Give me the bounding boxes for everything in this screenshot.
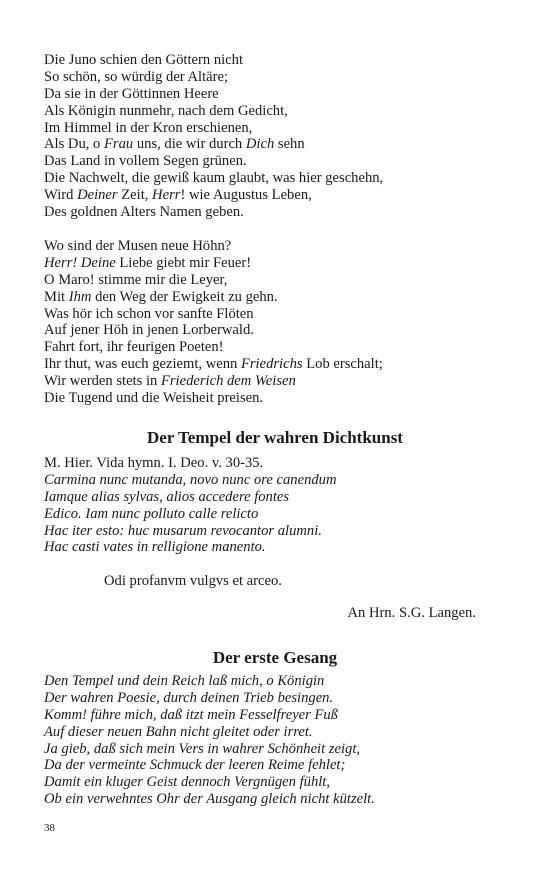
verse-text-italic: Komm! führe mich, daß itzt mein Fesselfreyer Fuß [44, 706, 338, 723]
verse-text-italic: Deiner [77, 187, 118, 204]
verse-line [44, 86, 514, 103]
verse-line [44, 707, 514, 724]
verse-text: O Maro! stimme mir die Leyer, [44, 271, 228, 288]
verse-line [44, 741, 514, 758]
verse-text: So schön, so würdig der Altäre; [44, 68, 229, 85]
dedication-line: An Hrn. S.G. Langen. [347, 605, 476, 621]
verse-line [44, 690, 514, 707]
verse-line [44, 472, 514, 489]
verse-line [44, 489, 514, 506]
verse-text: ! wie Augustus Leben, [180, 187, 312, 204]
verse-line [44, 506, 514, 523]
verse-text: sehn [274, 136, 305, 153]
verse-text-italic: Ja gieb, daß sich mein Vers in wahrer Schönheit zeigt, [44, 740, 361, 757]
verse-line [44, 673, 514, 690]
verse-text-italic: Friedrichs [240, 356, 303, 373]
poem-stanza-1 [44, 52, 514, 221]
verse-text-italic: Da der vermeinte Schmuck der leeren Reime fehlet; [44, 757, 346, 774]
verse-line [44, 187, 514, 204]
verse-text-italic: Ihm [68, 288, 92, 305]
verse-text: den Weg der Ewigkeit zu gehn. [91, 288, 278, 305]
verse-text-italic: Friederich dem Weisen [160, 373, 296, 390]
verse-line [44, 170, 514, 187]
page-number: 38 [44, 822, 55, 834]
verse-text: Wird [44, 187, 78, 204]
verse-line [44, 272, 514, 289]
verse-text: Die Nachwelt, die gewiß kaum glaubt, was hier geschehn, [44, 170, 384, 187]
verse-text: Auf jener Höh in jenen Lorberwald. [44, 322, 254, 339]
verse-text: Die Tugend und die Weisheit preisen. [44, 390, 264, 407]
verse-line [44, 774, 514, 791]
verse-text: Wir werden stets in [44, 373, 161, 390]
verse-line [44, 136, 514, 153]
latin-epigraph [44, 455, 514, 556]
verse-text: Fahrt fort, ihr feurigen Poeten! [44, 339, 224, 356]
verse-text-italic: Edico. Iam nunc polluto calle relicto [44, 505, 259, 522]
verse-text: Zeit, [117, 187, 153, 204]
poem-stanza-3 [44, 673, 514, 808]
verse-text: Mit [44, 288, 69, 305]
verse-text: Das Land in vollem Segen grünen. [44, 153, 247, 170]
poem-stanza-2 [44, 238, 514, 407]
verse-line [44, 791, 514, 808]
verse-line [44, 153, 514, 170]
verse-text-italic: Damit ein kluger Geist dennoch Vergnügen fühlt, [44, 774, 331, 791]
verse-line [44, 322, 514, 339]
verse-text-italic: Hac casti vates in relligione manento. [44, 539, 266, 556]
verse-text: Als Königin nunmehr, nach dem Gedicht, [44, 102, 288, 119]
motto-line: Odi profanvm vulgvs et arceo. [104, 573, 282, 589]
verse-line [44, 238, 514, 255]
verse-text-italic: Hac iter esto: huc musarum revocantor alumni. [44, 522, 322, 539]
verse-text-italic: Ob ein verwehntes Ohr der Ausgang gleich nicht kützelt. [44, 791, 375, 808]
verse-text: Die Juno schien den Göttern nicht [44, 52, 243, 68]
verse-text-italic: Dich [245, 136, 275, 153]
verse-text-italic: Herr [152, 187, 181, 204]
verse-text: Wo sind der Musen neue Höhn? [44, 238, 232, 254]
verse-text: Lob erschalt; [302, 356, 383, 373]
verse-line [44, 52, 514, 69]
section-heading-gesang: Der erste Gesang [212, 648, 338, 667]
verse-text: uns, die wir durch [133, 136, 246, 153]
verse-line [44, 69, 514, 86]
verse-text-italic: Den Tempel und dein Reich laß mich, o Königin [44, 673, 325, 689]
verse-line [44, 204, 514, 221]
verse-line [44, 539, 514, 556]
verse-line [44, 455, 514, 472]
verse-line [44, 390, 514, 407]
verse-text: Als Du, o [44, 136, 104, 153]
verse-text-italic: Auf dieser neuen Bahn nicht gleitet oder irret. [44, 723, 313, 740]
verse-line [44, 289, 514, 306]
section-heading-tempel: Der Tempel der wahren Dichtkunst [147, 428, 403, 447]
verse-line [44, 757, 514, 774]
verse-line [44, 373, 514, 390]
verse-line [44, 120, 514, 137]
verse-line [44, 356, 514, 373]
verse-line [44, 724, 514, 741]
verse-text-italic: Der wahren Poesie, durch deinen Trieb besingen. [44, 689, 334, 706]
verse-line [44, 306, 514, 323]
verse-text: Ihr thut, was euch geziemt, wenn [44, 356, 241, 373]
verse-text: Im Himmel in der Kron erschienen, [44, 119, 253, 136]
verse-line [44, 103, 514, 120]
verse-text: Des goldnen Alters Namen geben. [44, 204, 244, 221]
verse-text: Da sie in der Göttinnen Heere [44, 85, 219, 102]
verse-line [44, 339, 514, 356]
verse-text: Liebe giebt mir Feuer! [115, 254, 252, 271]
verse-text-italic: Herr! Deine [44, 254, 116, 271]
verse-line [44, 255, 514, 272]
verse-text: Was hör ich schon vor sanfte Flöten [44, 305, 254, 322]
verse-text-italic: Carmina nunc mutanda, novo nunc ore canendum [44, 471, 337, 488]
verse-line [44, 523, 514, 540]
verse-text-italic: Iamque alias sylvas, alios accedere fontes [44, 488, 290, 505]
verse-text: M. Hier. Vida hymn. I. Deo. v. 30-35. [44, 455, 264, 471]
verse-text-italic: Frau [104, 136, 134, 153]
